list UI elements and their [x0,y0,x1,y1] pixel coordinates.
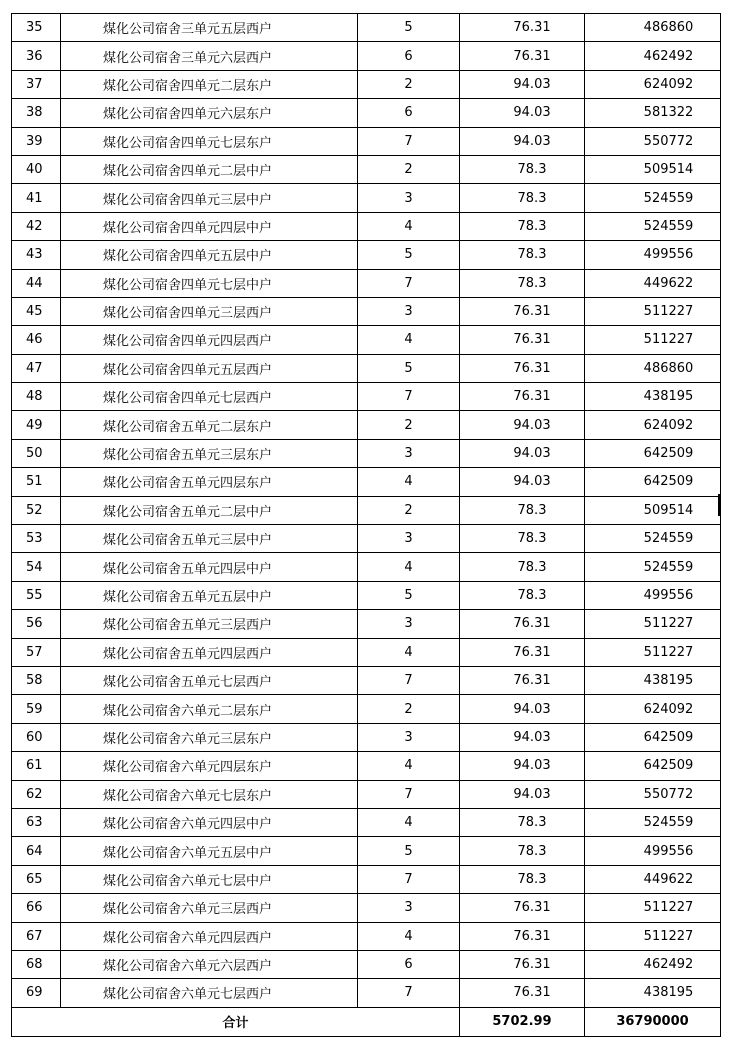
property-name-cell: 煤化公司宿舍四单元七层东户 [61,127,358,155]
row-number-cell: 63 [12,808,61,836]
row-number-cell: 46 [12,326,61,354]
row-number-cell: 57 [12,638,61,666]
area-cell: 78.3 [460,525,585,553]
property-name-cell: 煤化公司宿舍六单元四层东户 [61,752,358,780]
price-cell: 524559 [585,212,721,240]
price-cell: 511227 [585,638,721,666]
table-row [12,581,721,609]
floor-cell: 5 [358,354,460,382]
price-cell: 524559 [585,525,721,553]
floor-cell: 2 [358,695,460,723]
floor-cell: 4 [358,326,460,354]
property-name-cell: 煤化公司宿舍五单元四层西户 [61,638,358,666]
area-cell: 94.03 [460,127,585,155]
floor-cell: 4 [358,808,460,836]
area-cell: 78.3 [460,212,585,240]
row-number-cell: 58 [12,666,61,694]
table-row [12,269,721,297]
property-name-cell: 煤化公司宿舍五单元三层中户 [61,525,358,553]
property-name-cell: 煤化公司宿舍四单元五层中户 [61,241,358,269]
floor-cell: 4 [358,752,460,780]
price-cell: 449622 [585,865,721,893]
floor-cell: 3 [358,184,460,212]
property-name-cell: 煤化公司宿舍四单元七层中户 [61,269,358,297]
table-row [12,439,721,467]
row-number-cell: 65 [12,865,61,893]
property-name-cell: 煤化公司宿舍四单元二层东户 [61,70,358,98]
table-row [12,950,721,978]
table-row [12,695,721,723]
row-number-cell: 36 [12,42,61,70]
table-row [12,496,721,524]
row-number-cell: 40 [12,155,61,183]
row-number-cell: 49 [12,411,61,439]
row-number-cell: 68 [12,950,61,978]
table-row [12,723,721,751]
area-cell: 76.31 [460,354,585,382]
area-cell: 76.31 [460,610,585,638]
area-cell: 76.31 [460,297,585,325]
area-cell: 78.3 [460,184,585,212]
floor-cell: 4 [358,468,460,496]
area-cell: 78.3 [460,581,585,609]
price-cell: 486860 [585,354,721,382]
property-name-cell: 煤化公司宿舍五单元二层中户 [61,496,358,524]
area-cell: 76.31 [460,14,585,42]
area-cell: 78.3 [460,808,585,836]
property-name-cell: 煤化公司宿舍六单元三层西户 [61,894,358,922]
price-cell: 642509 [585,439,721,467]
row-number-cell: 62 [12,780,61,808]
row-number-cell: 52 [12,496,61,524]
price-cell: 499556 [585,241,721,269]
floor-cell: 4 [358,638,460,666]
area-cell: 94.03 [460,695,585,723]
table-row [12,922,721,950]
area-cell: 76.31 [460,950,585,978]
property-name-cell: 煤化公司宿舍四单元五层西户 [61,354,358,382]
property-name-cell: 煤化公司宿舍四单元六层东户 [61,99,358,127]
row-number-cell: 39 [12,127,61,155]
area-cell: 94.03 [460,70,585,98]
area-cell: 78.3 [460,155,585,183]
floor-cell: 3 [358,297,460,325]
floor-cell: 3 [358,723,460,751]
row-number-cell: 61 [12,752,61,780]
property-name-cell: 煤化公司宿舍六单元七层中户 [61,865,358,893]
area-cell: 78.3 [460,865,585,893]
table-row [12,525,721,553]
price-cell: 486860 [585,14,721,42]
table-row [12,99,721,127]
total-label: 合计 [12,1007,460,1036]
floor-cell: 7 [358,780,460,808]
floor-cell: 7 [358,979,460,1007]
page-edge-mark [718,494,721,516]
price-cell: 550772 [585,127,721,155]
area-cell: 78.3 [460,837,585,865]
property-name-cell: 煤化公司宿舍四单元四层西户 [61,326,358,354]
row-number-cell: 55 [12,581,61,609]
row-number-cell: 66 [12,894,61,922]
row-number-cell: 54 [12,553,61,581]
floor-cell: 7 [358,383,460,411]
area-cell: 94.03 [460,468,585,496]
price-cell: 449622 [585,269,721,297]
price-cell: 509514 [585,155,721,183]
area-cell: 76.31 [460,326,585,354]
row-number-cell: 43 [12,241,61,269]
area-cell: 78.3 [460,241,585,269]
floor-cell: 4 [358,553,460,581]
property-name-cell: 煤化公司宿舍五单元七层西户 [61,666,358,694]
row-number-cell: 69 [12,979,61,1007]
property-name-cell: 煤化公司宿舍四单元三层西户 [61,297,358,325]
area-cell: 94.03 [460,411,585,439]
row-number-cell: 45 [12,297,61,325]
property-name-cell: 煤化公司宿舍六单元七层西户 [61,979,358,1007]
area-cell: 76.31 [460,894,585,922]
property-name-cell: 煤化公司宿舍四单元七层西户 [61,383,358,411]
row-number-cell: 64 [12,837,61,865]
property-name-cell: 煤化公司宿舍六单元六层西户 [61,950,358,978]
floor-cell: 5 [358,14,460,42]
row-number-cell: 50 [12,439,61,467]
floor-cell: 2 [358,411,460,439]
price-cell: 642509 [585,752,721,780]
price-cell: 642509 [585,468,721,496]
price-cell: 462492 [585,950,721,978]
property-name-cell: 煤化公司宿舍六单元五层中户 [61,837,358,865]
property-name-cell: 煤化公司宿舍四单元四层中户 [61,212,358,240]
table-row [12,894,721,922]
price-cell: 524559 [585,808,721,836]
row-number-cell: 38 [12,99,61,127]
floor-cell: 5 [358,581,460,609]
floor-cell: 2 [358,496,460,524]
property-name-cell: 煤化公司宿舍六单元二层东户 [61,695,358,723]
area-cell: 76.31 [460,922,585,950]
price-cell: 462492 [585,42,721,70]
area-cell: 76.31 [460,666,585,694]
floor-cell: 6 [358,950,460,978]
floor-cell: 6 [358,42,460,70]
floor-cell: 7 [358,127,460,155]
property-name-cell: 煤化公司宿舍三单元六层西户 [61,42,358,70]
table-row [12,42,721,70]
area-cell: 78.3 [460,496,585,524]
price-cell: 509514 [585,496,721,524]
property-name-cell: 煤化公司宿舍五单元三层东户 [61,439,358,467]
floor-cell: 3 [358,894,460,922]
row-number-cell: 53 [12,525,61,553]
row-number-cell: 44 [12,269,61,297]
price-cell: 438195 [585,979,721,1007]
floor-cell: 3 [358,439,460,467]
price-cell: 550772 [585,780,721,808]
property-name-cell: 煤化公司宿舍四单元二层中户 [61,155,358,183]
table-row [12,14,721,42]
total-area: 5702.99 [460,1007,585,1036]
price-cell: 524559 [585,184,721,212]
row-number-cell: 35 [12,14,61,42]
price-cell: 524559 [585,553,721,581]
table-row [12,184,721,212]
price-cell: 511227 [585,610,721,638]
row-number-cell: 60 [12,723,61,751]
property-name-cell: 煤化公司宿舍六单元七层东户 [61,780,358,808]
table-row [12,752,721,780]
property-table [11,13,721,1037]
floor-cell: 7 [358,865,460,893]
price-cell: 624092 [585,70,721,98]
row-number-cell: 51 [12,468,61,496]
property-name-cell: 煤化公司宿舍五单元四层中户 [61,553,358,581]
property-name-cell: 煤化公司宿舍五单元二层东户 [61,411,358,439]
price-cell: 438195 [585,383,721,411]
area-cell: 76.31 [460,979,585,1007]
property-name-cell: 煤化公司宿舍三单元五层西户 [61,14,358,42]
property-name-cell: 煤化公司宿舍六单元四层中户 [61,808,358,836]
price-cell: 438195 [585,666,721,694]
row-number-cell: 67 [12,922,61,950]
table-row [12,865,721,893]
table-row [12,241,721,269]
price-cell: 499556 [585,581,721,609]
table-row [12,666,721,694]
area-cell: 94.03 [460,439,585,467]
row-number-cell: 47 [12,354,61,382]
property-name-cell: 煤化公司宿舍四单元三层中户 [61,184,358,212]
price-cell: 624092 [585,411,721,439]
property-name-cell: 煤化公司宿舍六单元四层西户 [61,922,358,950]
table-row [12,155,721,183]
area-cell: 78.3 [460,269,585,297]
table-row [12,468,721,496]
area-cell: 76.31 [460,42,585,70]
price-cell: 511227 [585,894,721,922]
table-body [12,14,721,1037]
area-cell: 94.03 [460,780,585,808]
property-name-cell: 煤化公司宿舍六单元三层东户 [61,723,358,751]
floor-cell: 3 [358,525,460,553]
table-row [12,610,721,638]
area-cell: 94.03 [460,99,585,127]
price-cell: 511227 [585,922,721,950]
row-number-cell: 42 [12,212,61,240]
table-row [12,808,721,836]
row-number-cell: 41 [12,184,61,212]
floor-cell: 6 [358,99,460,127]
property-name-cell: 煤化公司宿舍五单元三层西户 [61,610,358,638]
floor-cell: 4 [358,922,460,950]
price-cell: 624092 [585,695,721,723]
row-number-cell: 59 [12,695,61,723]
price-cell: 511227 [585,297,721,325]
table-row [12,383,721,411]
floor-cell: 5 [358,837,460,865]
property-name-cell: 煤化公司宿舍五单元四层东户 [61,468,358,496]
floor-cell: 7 [358,269,460,297]
table-row [12,837,721,865]
table-row [12,638,721,666]
floor-cell: 2 [358,155,460,183]
price-cell: 511227 [585,326,721,354]
table-row [12,127,721,155]
row-number-cell: 56 [12,610,61,638]
floor-cell: 4 [358,212,460,240]
table-row [12,354,721,382]
price-cell: 581322 [585,99,721,127]
floor-cell: 2 [358,70,460,98]
floor-cell: 5 [358,241,460,269]
total-price: 36790000 [585,1007,721,1036]
table-row [12,411,721,439]
floor-cell: 7 [358,666,460,694]
table-row [12,326,721,354]
price-cell: 499556 [585,837,721,865]
area-cell: 76.31 [460,383,585,411]
area-cell: 94.03 [460,723,585,751]
table-row [12,979,721,1007]
area-cell: 76.31 [460,638,585,666]
table-row [12,297,721,325]
table-row [12,553,721,581]
price-cell: 642509 [585,723,721,751]
table-row [12,212,721,240]
row-number-cell: 37 [12,70,61,98]
floor-cell: 3 [358,610,460,638]
table-row [12,780,721,808]
area-cell: 78.3 [460,553,585,581]
area-cell: 94.03 [460,752,585,780]
table-row [12,70,721,98]
property-name-cell: 煤化公司宿舍五单元五层中户 [61,581,358,609]
total-row [12,1007,721,1036]
row-number-cell: 48 [12,383,61,411]
